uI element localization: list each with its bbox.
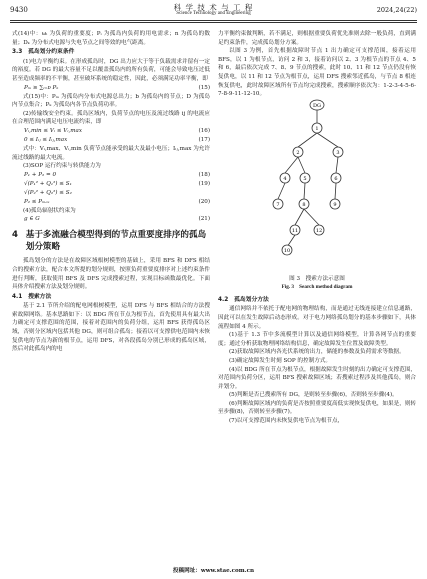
paragraph: 以图 3 为例，首先根据故障时节点 1 出力确定可支撑范围，接着运用 BFS，以 1 为根节点，访问 2 和 3，接着访问以 2、3 为根节点的节点 4、5 和 6，最后依次完成 7、8、9 节点的搜索，此时 10、11 和 12 节点仍没有恢复供电，以 11 和 12 节点为根节点，运用 DFS 搜索邻近孤岛，与节点 8 相连恢复供电，此时故障区域所有节点均完成搜索，搜索顺序依次为：1-2-3-4-5-6-7-8-9-11-12-10。 [218,48,416,98]
paragraph: (3)SOP 运行约束与转供能力为 [23,163,101,170]
paragraph: 通信网络并不依托于配电网的物理结构，而是通过无线连接建立信息通路，因此可以在发生故障后动态形成。对于电力网络孤岛划分的基本步骤如下，具体流程如图 4 所示。 [218,306,416,330]
search-tree-diagram [218,99,416,275]
equation: g ∈ G (21) [24,216,210,223]
left-column [12,30,210,354]
paragraph: 力平衡约束做判断，若不满足，则根据重要负荷优先准则去除一般负荷，直到满足约束条件，完成孤岛划分方案。 [218,31,416,46]
tree-node-label: 6 [334,175,338,182]
tree-node-label: 2 [296,149,300,156]
equation: 0 ≤ Iᵢⱼ ≤ Iᵢⱼ,max (17) [24,136,210,143]
equation: Vᵢ,min ≤ Vᵢ ≤ Vᵢ,max (16) [24,127,210,134]
paragraph: (6)判断故障区域内的负荷是否按照重要度高低实现恢复供电，如果是，则转至步骤(8)，否则转至步骤(7)。 [218,400,416,416]
paragraph: 孤岛划分的方法是在故障区域根树模型的基础上，采用 BFS 和 DFS 相结合的搜索方法，配合本文所提的划分规则，按照负荷重要度排序对上述约束条件进行判断，获取使用 BFS 及 DFS 完成搜索过程，实现目标函数最优化。下面具体介绍搜索方法及划分规则。 [12,258,210,291]
paragraph: (2)传输线安全约束。孤岛区域内，负荷节点的电压及流过线路 ij 的电流应在合理范围内满足电压电流约束，即 [12,110,210,126]
tree-node-label: 8 [302,201,306,208]
equation: P₂ ≤ Pₘₐₓ (20) [24,198,210,205]
paragraph: (4)孤岛辐射状约束为 [23,207,76,214]
paragraph: (4)以 BDG 所在节点为根节点，根据故障发生时刻的出力确定可支撑范围，对范围内负荷分区，运用 BFS 搜索故障区域；若搜索过程涉及其他孤岛，则合并划分。 [218,366,416,390]
issue-date: 2024,24(22) [376,6,417,14]
tree-node-label: 1 [315,125,319,132]
figure-caption-en: Fig. 3 Search method diagram [281,283,353,290]
tree-node-label: 3 [336,149,340,156]
paragraph: (1)电力平衡约束。在形成孤岛时，DG 出力应大于等于负载需求并留有一定的裕度。若 DG 的最大容量不足以覆盖孤岛内的所有负荷，可能会导致电压过低甚至造成频率的不平衡，甚至破坏系统的稳定性，因此，必须满足功率平衡，即 [12,58,210,82]
section-heading: 3.3 孤岛划分约束条件 [12,49,75,56]
tree-node-label: 9 [333,201,337,208]
section-heading-4: 4 基于多流融合模型得到的节点重要度排序的孤岛划分策略 [12,230,207,253]
tree-node-label: 5 [303,175,307,182]
paragraph: (5)判断是否已搜索所有 DG，是则转至步骤(6)，否则转至步骤(4)。 [229,392,398,399]
header-rule-thin [10,22,417,23]
page-header [0,0,427,24]
equation: √(P₂² + Q₂²) ≤ S₂ [24,189,72,196]
paragraph: 基于 2.1 节所介绍的配电网根树模型，运用 DFS 与 BFS 相结合的方法搜索故障网络。基本思路如下：以 BDG 所在节点为根节点，首先使用具有最大出力确定可支撑范围的范围，接着对范围内的负荷分组，运用 BFS 获得孤岛区域，否则分区域内包括其他 DG，则可组合孤岛；接着以可支撑供电范围内未恢复供电的节点为新的根节点，运用 DFS，对各段孤岛分别已形成的孤岛区域，然后对此孤岛内的电 [12,303,210,353]
footer-url: 投稿网址：www.stae.com.cn [172,568,255,574]
figure-caption: 图 3 搜索方法示意图 [289,275,345,282]
journal-title: 科 学 技 术 与 工 程 [173,3,254,12]
equation: Pₘ ≥ ∑ᵢ₌ᴅ Pₖ (15) [24,84,210,91]
journal-title-en: Science Technology and Engineering [176,11,251,16]
tree-node-label: 12 [315,227,323,234]
section-heading: 4.1 搜索方法 [12,293,52,300]
tree-node-label: 11 [291,227,299,234]
header-rule [10,20,417,21]
right-column [218,30,416,426]
paragraph: (7)以可支撑范围内未恢复供电节点为根节点， [229,418,344,425]
equation: P₁ + P₂ = 0 (18) [24,171,210,178]
tree-node-label: 7 [276,201,280,208]
paragraph: 式(15)中：Pₘ 为孤岛内分布式电源总出力；b 为孤岛内的节点；D 为孤岛内节点集合；Pₖ 为孤岛内各节点负荷功率。 [12,93,210,109]
dg-node-label: DG [312,102,322,109]
paragraph: 式(14)中：ωᵢ 为负荷的重要度；Pᵢ 为孤岛内负荷的用电需求；n 为孤岛的数量；Dₖ 为分布式电源与失电节点之间等效的电气距离。 [12,31,210,46]
page-number: 9430 [10,6,28,14]
paragraph: 式中：Vᵢ,max、Vᵢ,min 负荷节点能承受的最大及最小电压；Iᵢⱼ,max 为允许流过线路的最大电流。 [12,145,210,161]
equation: √(P₁² + Q₁²) ≤ S₁ (19) [24,180,210,187]
figure-3 [218,99,416,295]
paragraph: (1)基于 1.3 节中多流模型计算以及通信网络模型，计算各网节点的重要度；通过分析获取物理网络结构信息，确定故障发生位置及故障类型。 [218,332,416,347]
section-heading: 4.2 孤岛划分方法 [218,296,269,303]
tree-node-label: 10 [283,247,291,254]
tree-node-label: 4 [283,175,287,182]
paragraph: (3)确定故障发生时刻 SOP 的控制方式。 [229,357,331,364]
paragraph: (2)获取故障区域内各光伏系统的出力，储能的参数及负荷需求等数据。 [229,349,405,356]
